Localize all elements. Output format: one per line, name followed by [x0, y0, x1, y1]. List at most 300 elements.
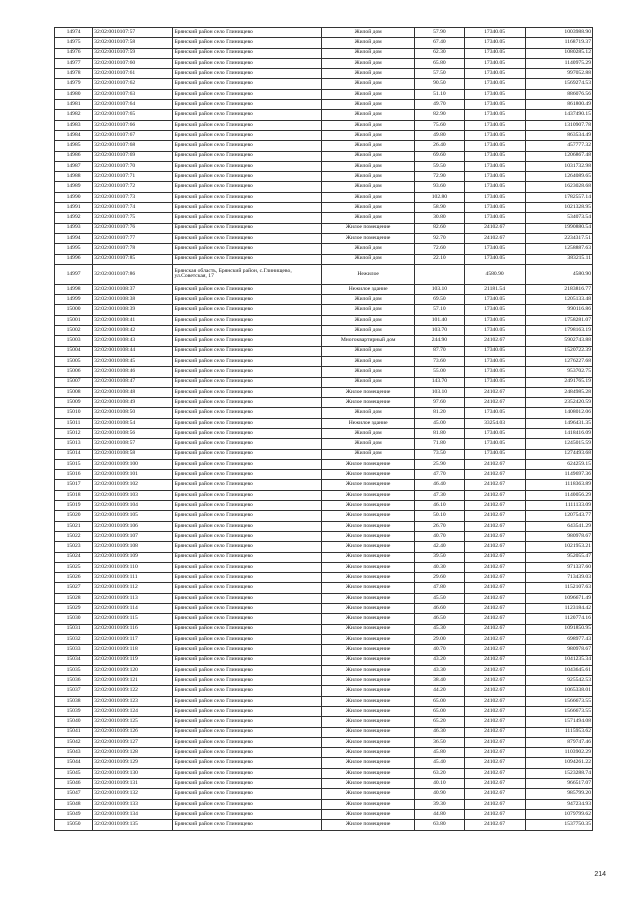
object-type-cell: Жилое помещение [321, 511, 414, 521]
area-cell: 40.70 [415, 645, 464, 655]
area-cell: 49.70 [415, 100, 464, 110]
cadastral-value-cell: 1120774.16 [525, 614, 592, 624]
cadastral-value-cell: 2183816.77 [525, 284, 592, 294]
unit-price-cell: 17340.05 [464, 48, 525, 58]
row-number-cell: 15016 [55, 470, 93, 480]
row-number-cell: 15037 [55, 686, 93, 696]
cadastral-value-cell: 1566673.55 [525, 696, 592, 706]
row-number-cell: 14998 [55, 284, 93, 294]
unit-price-cell: 17340.05 [464, 367, 525, 377]
table-row [55, 233, 593, 243]
area-cell: 82.90 [415, 110, 464, 120]
cadastral-value-cell: 1207543.77 [525, 511, 592, 521]
address-cell: Брянский район село Глинищево [173, 120, 322, 130]
cadastral-number-cell: 32:02:0010108:56 [93, 428, 173, 438]
object-type-cell: Жилой дом [321, 377, 414, 387]
row-number-cell: 14978 [55, 69, 93, 79]
row-number-cell: 14984 [55, 130, 93, 140]
cadastral-number-cell: 32:02:0010108:37 [93, 284, 173, 294]
cadastral-value-cell: 383215.11 [525, 254, 592, 264]
area-cell: 29.00 [415, 634, 464, 644]
cadastral-value-cell: 1758281.07 [525, 315, 592, 325]
cadastral-value-cell: 1080285.12 [525, 48, 592, 58]
table-row [55, 562, 593, 572]
cadastral-number-cell: 32:02:0010109:108 [93, 542, 173, 552]
cadastral-number-cell: 32:02:0010108:50 [93, 408, 173, 418]
cadastral-number-cell: 32:02:0010109:122 [93, 686, 173, 696]
cadastral-number-cell: 32:02:0010107:72 [93, 182, 173, 192]
unit-price-cell: 21181.54 [464, 284, 525, 294]
unit-price-cell: 24102.67 [464, 624, 525, 634]
unit-price-cell: 17340.05 [464, 213, 525, 223]
unit-price-cell: 24102.67 [464, 511, 525, 521]
address-cell: Брянский район село Глинищево [173, 645, 322, 655]
table-body [55, 28, 593, 831]
cadastral-value-cell: 947234.93 [525, 799, 592, 809]
address-cell: Брянский район село Глинищево [173, 295, 322, 305]
address-cell: Брянский район село Глинищево [173, 100, 322, 110]
object-type-cell: Жилое помещение [321, 645, 414, 655]
cadastral-value-cell: 886076.56 [525, 89, 592, 99]
area-cell: 65.00 [415, 707, 464, 717]
area-cell: 102.80 [415, 192, 464, 202]
object-type-cell: Жилое помещение [321, 737, 414, 747]
cadastral-number-cell: 32:02:0010107:77 [93, 233, 173, 243]
unit-price-cell: 17340.05 [464, 305, 525, 315]
cadastral-value-cell: 925542.53 [525, 676, 592, 686]
object-type-cell: Жилое помещение [321, 707, 414, 717]
area-cell: 63.20 [415, 768, 464, 778]
cadastral-number-cell: 32:02:0010109:110 [93, 562, 173, 572]
unit-price-cell: 24102.67 [464, 470, 525, 480]
object-type-cell: Жилой дом [321, 141, 414, 151]
cadastral-value-cell: 1569274.53 [525, 79, 592, 89]
cadastral-number-cell: 32:02:0010107:70 [93, 161, 173, 171]
row-number-cell: 14985 [55, 141, 93, 151]
area-cell: 97.60 [415, 398, 464, 408]
object-type-cell: Жилое помещение [321, 686, 414, 696]
object-type-cell: Жилой дом [321, 89, 414, 99]
area-cell: 55.00 [415, 367, 464, 377]
object-type-cell: Жилой дом [321, 192, 414, 202]
object-type-cell: Жилое помещение [321, 665, 414, 675]
unit-price-cell: 24102.67 [464, 696, 525, 706]
table-row [55, 264, 593, 284]
row-number-cell: 15027 [55, 583, 93, 593]
table-row [55, 779, 593, 789]
object-type-cell: Жилое помещение [321, 820, 414, 830]
object-type-cell: Жилой дом [321, 315, 414, 325]
area-cell: 81.80 [415, 428, 464, 438]
object-type-cell: Жилое помещение [321, 676, 414, 686]
cadastral-number-cell: 32:02:0010108:58 [93, 449, 173, 459]
address-cell: Брянский район село Глинищево [173, 377, 322, 387]
table-row [55, 141, 593, 151]
cadastral-number-cell: 32:02:0010109:120 [93, 665, 173, 675]
address-cell: Брянский район село Глинищево [173, 665, 322, 675]
object-type-cell: Жилое помещение [321, 624, 414, 634]
table-row [55, 305, 593, 315]
area-cell: 103.10 [415, 284, 464, 294]
cadastral-number-cell: 32:02:0010107:74 [93, 203, 173, 213]
address-cell: Брянский район село Глинищево [173, 634, 322, 644]
unit-price-cell: 24102.67 [464, 233, 525, 243]
address-cell: Брянский район село Глинищево [173, 758, 322, 768]
table-row [55, 707, 593, 717]
unit-price-cell: 17340.05 [464, 192, 525, 202]
area-cell: 22.10 [415, 254, 464, 264]
address-cell: Брянский район село Глинищево [173, 676, 322, 686]
cadastral-number-cell: 32:02:0010108:47 [93, 377, 173, 387]
unit-price-cell: 17340.05 [464, 377, 525, 387]
address-cell: Брянский район село Глинищево [173, 583, 322, 593]
address-cell: Брянский район село Глинищево [173, 38, 322, 48]
cadastral-number-cell: 32:02:0010109:126 [93, 727, 173, 737]
unit-price-cell: 17340.05 [464, 254, 525, 264]
cadastral-number-cell: 32:02:0010108:46 [93, 367, 173, 377]
cadastral-value-cell: 1094261.22 [525, 758, 592, 768]
address-cell: Брянский район село Глинищево [173, 439, 322, 449]
unit-price-cell: 24102.67 [464, 480, 525, 490]
table-row [55, 356, 593, 366]
table-row [55, 665, 593, 675]
row-number-cell: 15018 [55, 490, 93, 500]
cadastral-number-cell: 32:02:0010109:101 [93, 470, 173, 480]
address-cell: Брянский район село Глинищево [173, 130, 322, 140]
row-number-cell: 14974 [55, 28, 93, 38]
area-cell: 143.70 [415, 377, 464, 387]
unit-price-cell: 24102.67 [464, 490, 525, 500]
table-row [55, 418, 593, 428]
row-number-cell: 15039 [55, 707, 93, 717]
cadastral-value-cell: 1096671.49 [525, 593, 592, 603]
area-cell: 63.80 [415, 820, 464, 830]
address-cell: Брянский район село Глинищево [173, 655, 322, 665]
area-cell: 46.30 [415, 727, 464, 737]
row-number-cell: 15032 [55, 634, 93, 644]
table-row [55, 120, 593, 130]
unit-price-cell: 17340.05 [464, 172, 525, 182]
area-cell: 73.60 [415, 356, 464, 366]
object-type-cell: Жилое помещение [321, 789, 414, 799]
address-cell: Брянский район село Глинищево [173, 284, 322, 294]
table-row [55, 38, 593, 48]
address-cell: Брянский район село Глинищево [173, 470, 322, 480]
row-number-cell: 14977 [55, 58, 93, 68]
address-cell: Брянский район село Глинищево [173, 244, 322, 254]
cadastral-value-cell: 990116.86 [525, 305, 592, 315]
cadastral-number-cell: 32:02:0010109:111 [93, 573, 173, 583]
row-number-cell: 15043 [55, 748, 93, 758]
area-cell: 40.10 [415, 779, 464, 789]
row-number-cell: 14979 [55, 79, 93, 89]
table-row [55, 346, 593, 356]
area-cell: 40.70 [415, 531, 464, 541]
cadastral-number-cell: 32:02:0010109:135 [93, 820, 173, 830]
row-number-cell: 15010 [55, 408, 93, 418]
table-row [55, 449, 593, 459]
row-number-cell: 14997 [55, 264, 93, 284]
row-number-cell: 15033 [55, 645, 93, 655]
unit-price-cell: 17340.05 [464, 130, 525, 140]
area-cell: 45.30 [415, 624, 464, 634]
area-cell: 46.40 [415, 480, 464, 490]
cadastral-number-cell: 32:02:0010108:48 [93, 387, 173, 397]
table-row [55, 748, 593, 758]
object-type-cell: Жилое помещение [321, 634, 414, 644]
table-row [55, 758, 593, 768]
row-number-cell: 15036 [55, 676, 93, 686]
area-cell: 73.50 [415, 449, 464, 459]
cadastral-value-cell: 1152107.63 [525, 583, 592, 593]
area-cell: 47.70 [415, 470, 464, 480]
area-cell: 72.90 [415, 172, 464, 182]
address-cell: Брянский район село Глинищево [173, 356, 322, 366]
object-type-cell: Жилой дом [321, 244, 414, 254]
table-row [55, 172, 593, 182]
cadastral-number-cell: 32:02:0010109:103 [93, 490, 173, 500]
table-row [55, 182, 593, 192]
unit-price-cell: 24102.67 [464, 336, 525, 346]
object-type-cell: Жилое помещение [321, 593, 414, 603]
address-cell: Брянский район село Глинищево [173, 449, 322, 459]
cadastral-value-cell: 1123184.42 [525, 604, 592, 614]
cadastral-number-cell: 32:02:0010107:64 [93, 100, 173, 110]
row-number-cell: 15017 [55, 480, 93, 490]
row-number-cell: 15001 [55, 315, 93, 325]
cadastral-number-cell: 32:02:0010107:69 [93, 151, 173, 161]
object-type-cell: Жилое помещение [321, 223, 414, 233]
cadastral-value-cell: 2352420.59 [525, 398, 592, 408]
row-number-cell: 15003 [55, 336, 93, 346]
cadastral-value-cell: 698977.43 [525, 634, 592, 644]
table-row [55, 439, 593, 449]
area-cell: 46.60 [415, 604, 464, 614]
cadastral-value-cell: 1041235.34 [525, 655, 592, 665]
cadastral-number-cell: 32:02:0010107:85 [93, 254, 173, 264]
cadastral-value-cell: 1065338.01 [525, 686, 592, 696]
unit-price-cell: 24102.67 [464, 542, 525, 552]
cadastral-value-cell: 1003988.90 [525, 28, 592, 38]
cadastral-number-cell: 32:02:0010108:57 [93, 439, 173, 449]
cadastral-value-cell: 643541.29 [525, 521, 592, 531]
object-type-cell: Жилой дом [321, 48, 414, 58]
unit-price-cell: 24102.67 [464, 665, 525, 675]
cadastral-number-cell: 32:02:0010109:131 [93, 779, 173, 789]
area-cell: 45.00 [415, 418, 464, 428]
area-cell: 65.20 [415, 717, 464, 727]
cadastral-number-cell: 32:02:0010109:115 [93, 614, 173, 624]
cadastral-number-cell: 32:02:0010109:104 [93, 501, 173, 511]
cadastral-value-cell: 1258887.63 [525, 244, 592, 254]
unit-price-cell: 24102.67 [464, 655, 525, 665]
address-cell: Брянский район село Глинищево [173, 326, 322, 336]
object-type-cell: Жилой дом [321, 408, 414, 418]
address-cell: Брянский район село Глинищево [173, 789, 322, 799]
cadastral-value-cell: 980978.67 [525, 645, 592, 655]
unit-price-cell: 24102.67 [464, 634, 525, 644]
row-number-cell: 14976 [55, 48, 93, 58]
address-cell: Брянский район село Глинищево [173, 521, 322, 531]
table-row [55, 820, 593, 830]
cadastral-number-cell: 32:02:0010107:63 [93, 89, 173, 99]
area-cell: 57.10 [415, 305, 464, 315]
row-number-cell: 14989 [55, 182, 93, 192]
row-number-cell: 14981 [55, 100, 93, 110]
address-cell: Брянский район село Глинищево [173, 398, 322, 408]
object-type-cell: Жилое помещение [321, 531, 414, 541]
cadastral-value-cell: 1118363.89 [525, 480, 592, 490]
area-cell: 62.30 [415, 48, 464, 58]
object-type-cell: Жилой дом [321, 151, 414, 161]
area-cell: 45.50 [415, 593, 464, 603]
object-type-cell: Жилое помещение [321, 614, 414, 624]
table-row [55, 213, 593, 223]
row-number-cell: 14995 [55, 244, 93, 254]
object-type-cell: Жилой дом [321, 161, 414, 171]
object-type-cell: Жилой дом [321, 295, 414, 305]
row-number-cell: 15048 [55, 799, 93, 809]
unit-price-cell: 24102.67 [464, 768, 525, 778]
object-type-cell: Жилое помещение [321, 779, 414, 789]
table-row [55, 717, 593, 727]
area-cell: 40.90 [415, 789, 464, 799]
area-cell: 87.70 [415, 346, 464, 356]
area-cell: 47.80 [415, 583, 464, 593]
cadastral-number-cell: 32:02:0010107:76 [93, 223, 173, 233]
cadastral-value-cell: 1496431.35 [525, 418, 592, 428]
table-row [55, 110, 593, 120]
unit-price-cell: 17340.05 [464, 141, 525, 151]
cadastral-number-cell: 32:02:0010109:117 [93, 634, 173, 644]
cadastral-number-cell: 32:02:0010108:39 [93, 305, 173, 315]
address-cell: Брянский район село Глинищево [173, 151, 322, 161]
table-row [55, 284, 593, 294]
cadastral-number-cell: 32:02:0010107:57 [93, 28, 173, 38]
cadastral-value-cell: 1408012.06 [525, 408, 592, 418]
row-number-cell: 14982 [55, 110, 93, 120]
cadastral-value-cell: 713439.03 [525, 573, 592, 583]
address-cell: Брянский район село Глинищево [173, 604, 322, 614]
row-number-cell: 15045 [55, 768, 93, 778]
cadastral-number-cell: 32:02:0010109:102 [93, 480, 173, 490]
row-number-cell: 15013 [55, 439, 93, 449]
cadastral-number-cell: 32:02:0010109:118 [93, 645, 173, 655]
address-cell: Брянский район село Глинищево [173, 542, 322, 552]
row-number-cell: 15046 [55, 779, 93, 789]
object-type-cell: Жилое помещение [321, 542, 414, 552]
cadastral-value-cell: 1205133.48 [525, 295, 592, 305]
area-cell: 46.10 [415, 501, 464, 511]
table-row [55, 28, 593, 38]
object-type-cell: Жилой дом [321, 326, 414, 336]
table-row [55, 470, 593, 480]
cadastral-number-cell: 32:02:0010109:124 [93, 707, 173, 717]
row-number-cell: 15044 [55, 758, 93, 768]
row-number-cell: 15009 [55, 398, 93, 408]
table-row [55, 459, 593, 469]
address-cell: Брянский район село Глинищево [173, 490, 322, 500]
row-number-cell: 14991 [55, 203, 93, 213]
unit-price-cell: 17340.05 [464, 69, 525, 79]
row-number-cell: 15034 [55, 655, 93, 665]
cadastral-number-cell: 32:02:0010109:125 [93, 717, 173, 727]
area-cell: 30.80 [415, 213, 464, 223]
table-row [55, 377, 593, 387]
table-row [55, 203, 593, 213]
unit-price-cell: 17340.05 [464, 203, 525, 213]
address-cell: Брянский район село Глинищево [173, 748, 322, 758]
unit-price-cell: 17340.05 [464, 295, 525, 305]
object-type-cell: Жилой дом [321, 428, 414, 438]
object-type-cell: Многоквартирный дом [321, 336, 414, 346]
area-cell: 103.10 [415, 387, 464, 397]
object-type-cell: Жилой дом [321, 79, 414, 89]
cadastral-number-cell: 32:02:0010107:73 [93, 192, 173, 202]
cadastral-value-cell: 1276227.68 [525, 356, 592, 366]
table-row [55, 315, 593, 325]
address-cell: Брянский район село Глинищево [173, 768, 322, 778]
cadastral-value-cell: 1310907.78 [525, 120, 592, 130]
table-row [55, 254, 593, 264]
row-number-cell: 15015 [55, 459, 93, 469]
unit-price-cell: 24102.67 [464, 676, 525, 686]
object-type-cell: Жилое помещение [321, 562, 414, 572]
cadastral-value-cell: 1523288.74 [525, 768, 592, 778]
table-row [55, 737, 593, 747]
table-row [55, 192, 593, 202]
cadastral-value-cell: 1274493.68 [525, 449, 592, 459]
object-type-cell: Жилое помещение [321, 459, 414, 469]
cadastral-value-cell: 861800.49 [525, 100, 592, 110]
table-row [55, 768, 593, 778]
area-cell: 92.70 [415, 233, 464, 243]
unit-price-cell: 17340.05 [464, 346, 525, 356]
cadastral-value-cell: 1140056.29 [525, 490, 592, 500]
object-type-cell: Нежилое [321, 264, 414, 284]
cadastral-value-cell: 1990880.54 [525, 223, 592, 233]
object-type-cell: Жилое помещение [321, 768, 414, 778]
table-row [55, 542, 593, 552]
object-type-cell: Жилое помещение [321, 799, 414, 809]
row-number-cell: 14999 [55, 295, 93, 305]
area-cell: 93.60 [415, 182, 464, 192]
address-cell: Брянский район село Глинищево [173, 799, 322, 809]
area-cell: 51.10 [415, 89, 464, 99]
unit-price-cell: 24102.67 [464, 459, 525, 469]
cadastral-value-cell: 1149697.36 [525, 470, 592, 480]
address-cell: Брянский район село Глинищево [173, 182, 322, 192]
unit-price-cell: 24102.67 [464, 583, 525, 593]
cadastral-number-cell: 32:02:0010109:113 [93, 593, 173, 603]
unit-price-cell: 17340.05 [464, 120, 525, 130]
row-number-cell: 15020 [55, 511, 93, 521]
unit-price-cell: 24102.67 [464, 573, 525, 583]
row-number-cell: 15011 [55, 418, 93, 428]
object-type-cell: Жилой дом [321, 356, 414, 366]
table-row [55, 161, 593, 171]
unit-price-cell: 17340.05 [464, 408, 525, 418]
address-cell: Брянский район село Глинищево [173, 58, 322, 68]
cadastral-value-cell: 534073.54 [525, 213, 592, 223]
unit-price-cell: 17340.05 [464, 89, 525, 99]
table-row [55, 79, 593, 89]
address-cell: Брянский район село Глинищево [173, 573, 322, 583]
cadastral-value-table [54, 27, 593, 831]
cadastral-value-cell: 1571494.08 [525, 717, 592, 727]
row-number-cell: 15047 [55, 789, 93, 799]
area-cell: 81.20 [415, 408, 464, 418]
